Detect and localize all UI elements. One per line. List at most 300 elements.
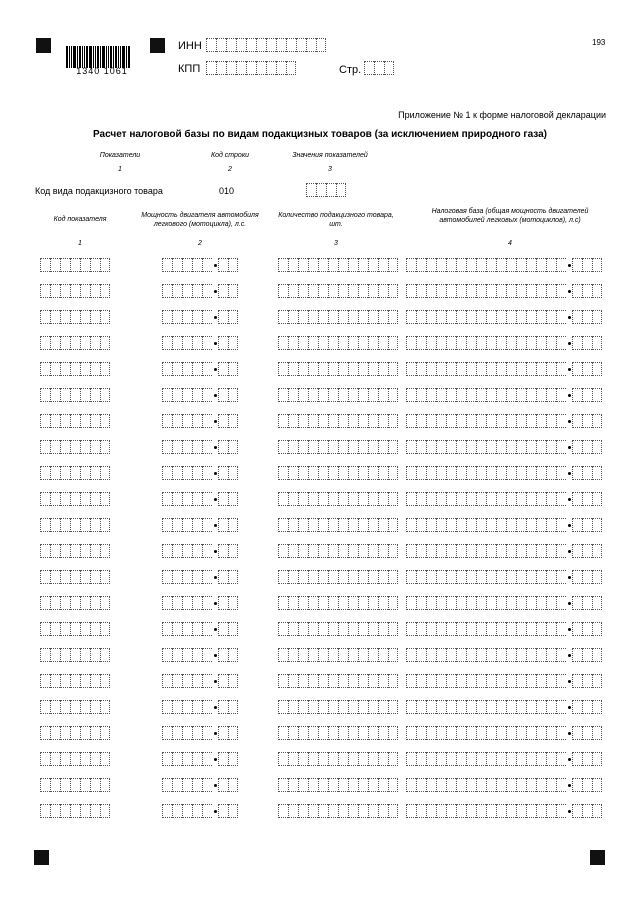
input-cell[interactable] xyxy=(182,804,192,818)
input-cell[interactable] xyxy=(358,414,368,428)
input-cell[interactable] xyxy=(426,804,436,818)
input-cell[interactable] xyxy=(216,38,226,52)
input-cell[interactable] xyxy=(328,674,338,688)
input-cell[interactable] xyxy=(378,440,388,454)
input-cell[interactable] xyxy=(90,414,100,428)
engine-power-field[interactable] xyxy=(162,648,238,662)
input-cell[interactable] xyxy=(90,596,100,610)
input-cell[interactable] xyxy=(536,492,546,506)
input-cell[interactable] xyxy=(526,570,536,584)
input-cell[interactable] xyxy=(456,258,466,272)
input-cell[interactable] xyxy=(546,648,556,662)
input-cell[interactable] xyxy=(70,414,80,428)
input-cell[interactable] xyxy=(60,518,70,532)
input-cell[interactable] xyxy=(50,622,60,636)
input-cell[interactable] xyxy=(368,726,378,740)
input-cell[interactable] xyxy=(572,466,582,480)
input-cell[interactable] xyxy=(70,726,80,740)
input-cell[interactable] xyxy=(516,726,526,740)
input-cell[interactable] xyxy=(592,414,602,428)
input-cell[interactable] xyxy=(228,518,238,532)
input-cell[interactable] xyxy=(436,414,446,428)
input-cell[interactable] xyxy=(288,362,298,376)
indicator-code-field[interactable] xyxy=(40,388,110,402)
input-cell[interactable] xyxy=(486,804,496,818)
input-cell[interactable] xyxy=(70,752,80,766)
input-cell[interactable] xyxy=(328,310,338,324)
input-cell[interactable] xyxy=(228,804,238,818)
indicator-code-field[interactable] xyxy=(40,440,110,454)
input-cell[interactable] xyxy=(368,700,378,714)
input-cell[interactable] xyxy=(276,61,286,75)
input-cell[interactable] xyxy=(476,622,486,636)
indicator-code-field[interactable] xyxy=(40,336,110,350)
input-cell[interactable] xyxy=(256,61,266,75)
input-cell[interactable] xyxy=(506,622,516,636)
input-cell[interactable] xyxy=(486,544,496,558)
input-cell[interactable] xyxy=(556,518,566,532)
input-cell[interactable] xyxy=(466,778,476,792)
indicator-code-field[interactable] xyxy=(40,466,110,480)
input-cell[interactable] xyxy=(546,388,556,402)
input-cell[interactable] xyxy=(50,804,60,818)
input-cell[interactable] xyxy=(348,544,358,558)
input-cell[interactable] xyxy=(546,492,556,506)
input-cell[interactable] xyxy=(348,804,358,818)
input-cell[interactable] xyxy=(192,388,202,402)
input-cell[interactable] xyxy=(278,362,288,376)
input-cell[interactable] xyxy=(172,752,182,766)
input-cell[interactable] xyxy=(506,336,516,350)
input-cell[interactable] xyxy=(192,596,202,610)
input-cell[interactable] xyxy=(60,726,70,740)
input-cell[interactable] xyxy=(582,544,592,558)
input-cell[interactable] xyxy=(368,362,378,376)
input-cell[interactable] xyxy=(446,310,456,324)
input-cell[interactable] xyxy=(288,752,298,766)
input-cell[interactable] xyxy=(288,726,298,740)
input-cell[interactable] xyxy=(90,804,100,818)
input-cell[interactable] xyxy=(328,726,338,740)
input-cell[interactable] xyxy=(172,570,182,584)
input-cell[interactable] xyxy=(516,674,526,688)
engine-power-field[interactable] xyxy=(162,362,238,376)
indicator-code-field[interactable] xyxy=(40,674,110,688)
input-cell[interactable] xyxy=(50,492,60,506)
quantity-field[interactable] xyxy=(278,622,398,636)
input-cell[interactable] xyxy=(388,310,398,324)
input-cell[interactable] xyxy=(318,466,328,480)
input-cell[interactable] xyxy=(426,414,436,428)
input-cell[interactable] xyxy=(40,388,50,402)
input-cell[interactable] xyxy=(572,518,582,532)
input-cell[interactable] xyxy=(298,284,308,298)
input-cell[interactable] xyxy=(526,466,536,480)
input-cell[interactable] xyxy=(50,726,60,740)
input-cell[interactable] xyxy=(348,258,358,272)
input-cell[interactable] xyxy=(90,622,100,636)
input-cell[interactable] xyxy=(368,388,378,402)
input-cell[interactable] xyxy=(406,778,416,792)
input-cell[interactable] xyxy=(546,518,556,532)
input-cell[interactable] xyxy=(456,648,466,662)
input-cell[interactable] xyxy=(298,258,308,272)
input-cell[interactable] xyxy=(318,700,328,714)
input-cell[interactable] xyxy=(288,258,298,272)
input-cell[interactable] xyxy=(416,440,426,454)
input-cell[interactable] xyxy=(582,414,592,428)
input-cell[interactable] xyxy=(426,752,436,766)
input-cell[interactable] xyxy=(80,648,90,662)
input-cell[interactable] xyxy=(496,310,506,324)
input-cell[interactable] xyxy=(70,700,80,714)
input-cell[interactable] xyxy=(318,596,328,610)
input-cell[interactable] xyxy=(90,466,100,480)
input-cell[interactable] xyxy=(536,596,546,610)
input-cell[interactable] xyxy=(388,388,398,402)
input-cell[interactable] xyxy=(80,310,90,324)
input-cell[interactable] xyxy=(446,336,456,350)
input-cell[interactable] xyxy=(80,622,90,636)
input-cell[interactable] xyxy=(338,388,348,402)
input-cell[interactable] xyxy=(172,362,182,376)
input-cell[interactable] xyxy=(318,674,328,688)
input-cell[interactable] xyxy=(378,388,388,402)
input-cell[interactable] xyxy=(516,622,526,636)
input-cell[interactable] xyxy=(572,336,582,350)
input-cell[interactable] xyxy=(192,648,202,662)
input-cell[interactable] xyxy=(572,596,582,610)
input-cell[interactable] xyxy=(246,61,256,75)
input-cell[interactable] xyxy=(192,258,202,272)
engine-power-field[interactable] xyxy=(162,414,238,428)
input-cell[interactable] xyxy=(406,518,416,532)
input-cell[interactable] xyxy=(486,518,496,532)
input-cell[interactable] xyxy=(496,752,506,766)
input-cell[interactable] xyxy=(592,388,602,402)
input-cell[interactable] xyxy=(368,778,378,792)
input-cell[interactable] xyxy=(388,804,398,818)
input-cell[interactable] xyxy=(100,622,110,636)
input-cell[interactable] xyxy=(416,648,426,662)
input-cell[interactable] xyxy=(298,466,308,480)
input-cell[interactable] xyxy=(358,804,368,818)
input-cell[interactable] xyxy=(202,622,212,636)
input-cell[interactable] xyxy=(348,726,358,740)
input-cell[interactable] xyxy=(348,336,358,350)
input-cell[interactable] xyxy=(456,310,466,324)
input-cell[interactable] xyxy=(80,492,90,506)
input-cell[interactable] xyxy=(496,284,506,298)
indicator-code-field[interactable] xyxy=(40,752,110,766)
input-cell[interactable] xyxy=(496,492,506,506)
input-cell[interactable] xyxy=(348,440,358,454)
input-cell[interactable] xyxy=(456,336,466,350)
input-cell[interactable] xyxy=(446,492,456,506)
indicator-code-field[interactable] xyxy=(40,596,110,610)
input-cell[interactable] xyxy=(162,258,172,272)
input-cell[interactable] xyxy=(60,388,70,402)
quantity-field[interactable] xyxy=(278,700,398,714)
input-cell[interactable] xyxy=(40,752,50,766)
input-cell[interactable] xyxy=(50,674,60,688)
input-cell[interactable] xyxy=(218,700,228,714)
input-cell[interactable] xyxy=(526,596,536,610)
input-cell[interactable] xyxy=(416,752,426,766)
input-cell[interactable] xyxy=(506,752,516,766)
quantity-field[interactable] xyxy=(278,388,398,402)
input-cell[interactable] xyxy=(90,362,100,376)
input-cell[interactable] xyxy=(100,570,110,584)
input-cell[interactable] xyxy=(476,674,486,688)
input-cell[interactable] xyxy=(288,466,298,480)
input-cell[interactable] xyxy=(218,570,228,584)
input-cell[interactable] xyxy=(182,518,192,532)
input-cell[interactable] xyxy=(456,726,466,740)
input-cell[interactable] xyxy=(406,752,416,766)
input-cell[interactable] xyxy=(388,570,398,584)
input-cell[interactable] xyxy=(466,388,476,402)
input-cell[interactable] xyxy=(476,414,486,428)
engine-power-field[interactable] xyxy=(162,440,238,454)
input-cell[interactable] xyxy=(506,362,516,376)
input-cell[interactable] xyxy=(40,440,50,454)
input-cell[interactable] xyxy=(436,388,446,402)
input-cell[interactable] xyxy=(328,752,338,766)
input-cell[interactable] xyxy=(172,778,182,792)
quantity-field[interactable] xyxy=(278,804,398,818)
input-cell[interactable] xyxy=(486,570,496,584)
input-cell[interactable] xyxy=(348,284,358,298)
input-cell[interactable] xyxy=(388,362,398,376)
input-cell[interactable] xyxy=(80,726,90,740)
input-cell[interactable] xyxy=(526,362,536,376)
input-cell[interactable] xyxy=(40,726,50,740)
input-cell[interactable] xyxy=(378,258,388,272)
input-cell[interactable] xyxy=(162,804,172,818)
input-cell[interactable] xyxy=(202,700,212,714)
input-cell[interactable] xyxy=(556,492,566,506)
input-cell[interactable] xyxy=(546,336,556,350)
input-cell[interactable] xyxy=(50,570,60,584)
input-cell[interactable] xyxy=(592,310,602,324)
input-cell[interactable] xyxy=(426,362,436,376)
input-cell[interactable] xyxy=(202,778,212,792)
input-cell[interactable] xyxy=(446,466,456,480)
input-cell[interactable] xyxy=(70,674,80,688)
input-cell[interactable] xyxy=(60,804,70,818)
input-cell[interactable] xyxy=(426,674,436,688)
input-cell[interactable] xyxy=(426,492,436,506)
input-cell[interactable] xyxy=(338,544,348,558)
input-cell[interactable] xyxy=(60,258,70,272)
input-cell[interactable] xyxy=(162,440,172,454)
input-cell[interactable] xyxy=(592,700,602,714)
input-cell[interactable] xyxy=(426,700,436,714)
input-cell[interactable] xyxy=(546,440,556,454)
input-cell[interactable] xyxy=(466,518,476,532)
engine-power-field[interactable] xyxy=(162,258,238,272)
quantity-field[interactable] xyxy=(278,648,398,662)
input-cell[interactable] xyxy=(496,414,506,428)
input-cell[interactable] xyxy=(80,804,90,818)
input-cell[interactable] xyxy=(338,440,348,454)
input-cell[interactable] xyxy=(338,570,348,584)
input-cell[interactable] xyxy=(416,570,426,584)
input-cell[interactable] xyxy=(308,310,318,324)
input-cell[interactable] xyxy=(286,61,296,75)
input-cell[interactable] xyxy=(582,778,592,792)
input-cell[interactable] xyxy=(426,726,436,740)
input-cell[interactable] xyxy=(328,414,338,428)
input-cell[interactable] xyxy=(348,518,358,532)
input-cell[interactable] xyxy=(436,284,446,298)
input-cell[interactable] xyxy=(416,414,426,428)
input-cell[interactable] xyxy=(80,362,90,376)
quantity-field[interactable] xyxy=(278,284,398,298)
input-cell[interactable] xyxy=(436,648,446,662)
input-cell[interactable] xyxy=(446,778,456,792)
input-cell[interactable] xyxy=(192,336,202,350)
input-cell[interactable] xyxy=(582,336,592,350)
input-cell[interactable] xyxy=(182,284,192,298)
input-cell[interactable] xyxy=(426,388,436,402)
input-cell[interactable] xyxy=(486,596,496,610)
input-cell[interactable] xyxy=(318,778,328,792)
input-cell[interactable] xyxy=(456,518,466,532)
input-cell[interactable] xyxy=(456,492,466,506)
input-cell[interactable] xyxy=(50,778,60,792)
input-cell[interactable] xyxy=(100,778,110,792)
engine-power-field[interactable] xyxy=(162,310,238,324)
input-cell[interactable] xyxy=(496,544,506,558)
input-cell[interactable] xyxy=(516,544,526,558)
input-cell[interactable] xyxy=(50,440,60,454)
input-cell[interactable] xyxy=(506,674,516,688)
input-cell[interactable] xyxy=(338,622,348,636)
input-cell[interactable] xyxy=(298,596,308,610)
input-cell[interactable] xyxy=(436,440,446,454)
tax-base-field[interactable] xyxy=(406,778,602,792)
input-cell[interactable] xyxy=(436,752,446,766)
input-cell[interactable] xyxy=(592,778,602,792)
input-cell[interactable] xyxy=(172,726,182,740)
input-cell[interactable] xyxy=(286,38,296,52)
input-cell[interactable] xyxy=(556,752,566,766)
input-cell[interactable] xyxy=(388,726,398,740)
input-cell[interactable] xyxy=(388,700,398,714)
input-cell[interactable] xyxy=(60,362,70,376)
input-cell[interactable] xyxy=(298,336,308,350)
input-cell[interactable] xyxy=(536,258,546,272)
input-cell[interactable] xyxy=(466,310,476,324)
input-cell[interactable] xyxy=(338,258,348,272)
input-cell[interactable] xyxy=(80,544,90,558)
input-cell[interactable] xyxy=(556,596,566,610)
input-cell[interactable] xyxy=(368,492,378,506)
input-cell[interactable] xyxy=(172,414,182,428)
input-cell[interactable] xyxy=(100,752,110,766)
input-cell[interactable] xyxy=(378,362,388,376)
input-cell[interactable] xyxy=(338,336,348,350)
tax-base-field[interactable] xyxy=(406,674,602,688)
input-cell[interactable] xyxy=(388,518,398,532)
input-cell[interactable] xyxy=(298,752,308,766)
input-cell[interactable] xyxy=(516,362,526,376)
input-cell[interactable] xyxy=(556,258,566,272)
input-cell[interactable] xyxy=(592,440,602,454)
input-cell[interactable] xyxy=(266,38,276,52)
input-cell[interactable] xyxy=(298,518,308,532)
input-cell[interactable] xyxy=(378,752,388,766)
input-cell[interactable] xyxy=(582,284,592,298)
input-cell[interactable] xyxy=(436,492,446,506)
quantity-field[interactable] xyxy=(278,258,398,272)
input-cell[interactable] xyxy=(446,362,456,376)
input-cell[interactable] xyxy=(278,752,288,766)
input-cell[interactable] xyxy=(70,362,80,376)
input-cell[interactable] xyxy=(506,466,516,480)
input-cell[interactable] xyxy=(416,804,426,818)
input-cell[interactable] xyxy=(328,518,338,532)
input-cell[interactable] xyxy=(378,570,388,584)
input-cell[interactable] xyxy=(516,596,526,610)
input-cell[interactable] xyxy=(516,804,526,818)
input-cell[interactable] xyxy=(536,674,546,688)
input-cell[interactable] xyxy=(536,544,546,558)
input-cell[interactable] xyxy=(278,674,288,688)
input-cell[interactable] xyxy=(378,622,388,636)
input-cell[interactable] xyxy=(506,518,516,532)
input-cell[interactable] xyxy=(572,440,582,454)
input-cell[interactable] xyxy=(306,38,316,52)
input-cell[interactable] xyxy=(40,778,50,792)
input-cell[interactable] xyxy=(348,570,358,584)
input-cell[interactable] xyxy=(556,388,566,402)
input-cell[interactable] xyxy=(516,518,526,532)
input-cell[interactable] xyxy=(326,183,336,197)
input-cell[interactable] xyxy=(162,752,172,766)
input-cell[interactable] xyxy=(100,258,110,272)
input-cell[interactable] xyxy=(556,284,566,298)
input-cell[interactable] xyxy=(40,804,50,818)
input-cell[interactable] xyxy=(308,258,318,272)
input-cell[interactable] xyxy=(296,38,306,52)
input-cell[interactable] xyxy=(288,778,298,792)
input-cell[interactable] xyxy=(90,518,100,532)
input-cell[interactable] xyxy=(378,804,388,818)
input-cell[interactable] xyxy=(162,700,172,714)
input-cell[interactable] xyxy=(228,622,238,636)
engine-power-field[interactable] xyxy=(162,778,238,792)
input-cell[interactable] xyxy=(582,492,592,506)
input-cell[interactable] xyxy=(378,674,388,688)
input-cell[interactable] xyxy=(592,804,602,818)
input-cell[interactable] xyxy=(446,388,456,402)
input-cell[interactable] xyxy=(426,570,436,584)
input-cell[interactable] xyxy=(348,674,358,688)
input-cell[interactable] xyxy=(328,622,338,636)
engine-power-field[interactable] xyxy=(162,284,238,298)
input-cell[interactable] xyxy=(162,596,172,610)
input-cell[interactable] xyxy=(226,38,236,52)
input-cell[interactable] xyxy=(182,336,192,350)
input-cell[interactable] xyxy=(456,544,466,558)
input-cell[interactable] xyxy=(582,700,592,714)
quantity-field[interactable] xyxy=(278,492,398,506)
input-cell[interactable] xyxy=(546,778,556,792)
input-cell[interactable] xyxy=(182,648,192,662)
